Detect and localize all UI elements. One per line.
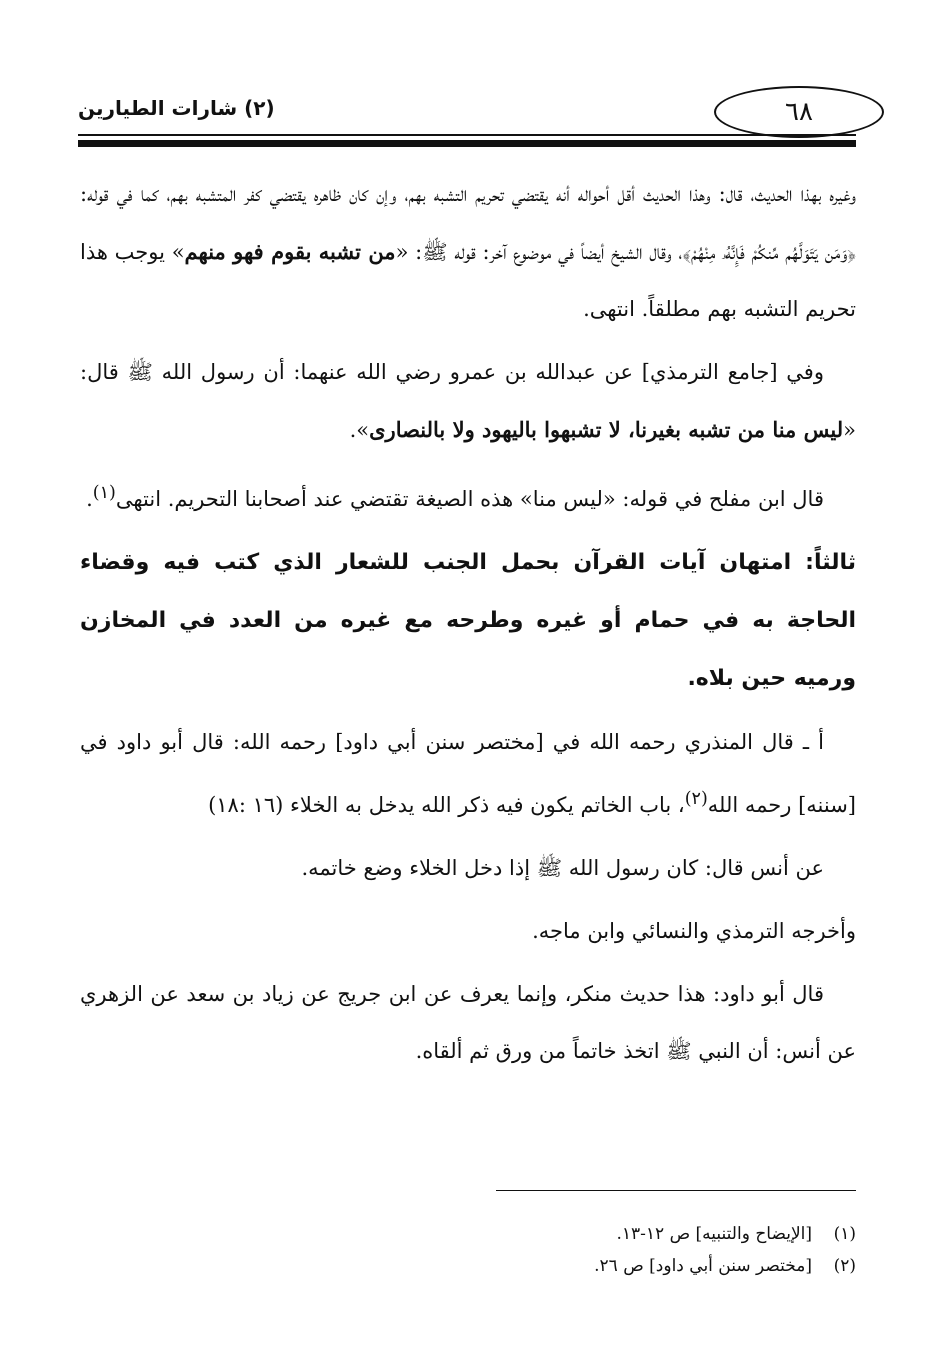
footnotes — [80, 1218, 856, 1282]
hadith-quote: من تشبه بقوم فهو منهم — [184, 239, 396, 264]
page-number: ٦٨ — [714, 86, 884, 138]
section-heading: ثالثاً: امتهان آيات القرآن بحمل الجنب للشعار الذي كتب فيه وقضاء الحاجة به في حمام أو غيره وطرحه مع غيره من العدد في المخازن ورميه حين بلاه. — [80, 550, 856, 691]
footnote-separator — [496, 1190, 856, 1191]
footnote-2 — [80, 1250, 856, 1282]
footnote-ref-2: (٢) — [684, 789, 708, 809]
paragraph-1 — [80, 166, 856, 338]
hadith-quote: ليس منا من تشبه بغيرنا، لا تشبهوا باليهود ولا بالنصارى — [369, 417, 844, 442]
footnote-text: [الإيضاح والتنبيه] ص ١٢-١٣. — [616, 1224, 812, 1244]
paragraph-2-end: ». — [349, 418, 370, 442]
header-rule-thick — [78, 140, 856, 147]
page-header — [78, 76, 856, 150]
paragraph-5: عن أنس قال: كان رسول الله ﷺ إذا دخل الخلاء وضع خاتمه. — [301, 856, 824, 880]
paragraph-1-end: » يوجب هذا تحريم التشبه بهم مطلقاً. انتهى. — [80, 240, 856, 321]
footnote-ref-1: (١) — [92, 483, 116, 503]
paragraph-7: قال أبو داود: هذا حديث منكر، وإنما يعرف عن ابن جريج عن زياد بن سعد عن الزهري عن أنس: أن النبي ﷺ اتخذ خاتماً من ورق ثم ألقاه. — [80, 982, 856, 1063]
header-rule-thin — [78, 134, 856, 136]
paragraph-6: وأخرجه الترمذي والنسائي وابن ماجه. — [532, 919, 856, 943]
paragraph-4-text: أ ـ قال المنذري رحمه الله في [مختصر سنن أبي داود] رحمه الله: قال أبو داود في [سننه] رحمه الله — [80, 730, 856, 817]
paragraph-2-text: وفي [جامع الترمذي] عن عبدالله بن عمرو رضي الله عنهما: أن رسول الله ﷺ قال: « — [80, 360, 856, 442]
footnote-text: [مختصر سنن أبي داود] ص ٢٦. — [594, 1256, 812, 1276]
paragraph-1-text: وغيره بهذا الحديث، قال: وهذا الحديث أقل أحواله أنه يقتضي تحريم التشبه بهم، وإن كان ظاهره يقتضي كفر المتشبه بهم، كما في قوله: ﴿وَمَن يَتَوَلَّهُم مِّنكُمْ فَإِنَّهُۥ مِنْهُمْ﴾، وقال الشيخ أيضاً في موضوع آخر: قوله ﷺ: « — [80, 182, 856, 264]
paragraph-3 — [80, 465, 856, 528]
paragraph-3-end: . — [86, 487, 93, 511]
body-text — [80, 166, 856, 1086]
paragraph-4 — [80, 714, 856, 834]
running-title: (٢) شارات الطيارين — [78, 96, 275, 120]
paragraph-2 — [80, 344, 856, 459]
footnote-number: (٢) — [833, 1256, 856, 1276]
footnote-1 — [80, 1218, 856, 1250]
footnote-number: (١) — [833, 1224, 856, 1244]
paragraph-4-end: ، باب الخاتم يكون فيه ذكر الله يدخل به الخلاء (١٦ :١٨) — [208, 793, 685, 817]
paragraph-3-text: قال ابن مفلح في قوله: «ليس منا» هذه الصيغة تقتضي عند أصحابنا التحريم. انتهى — [115, 487, 824, 511]
